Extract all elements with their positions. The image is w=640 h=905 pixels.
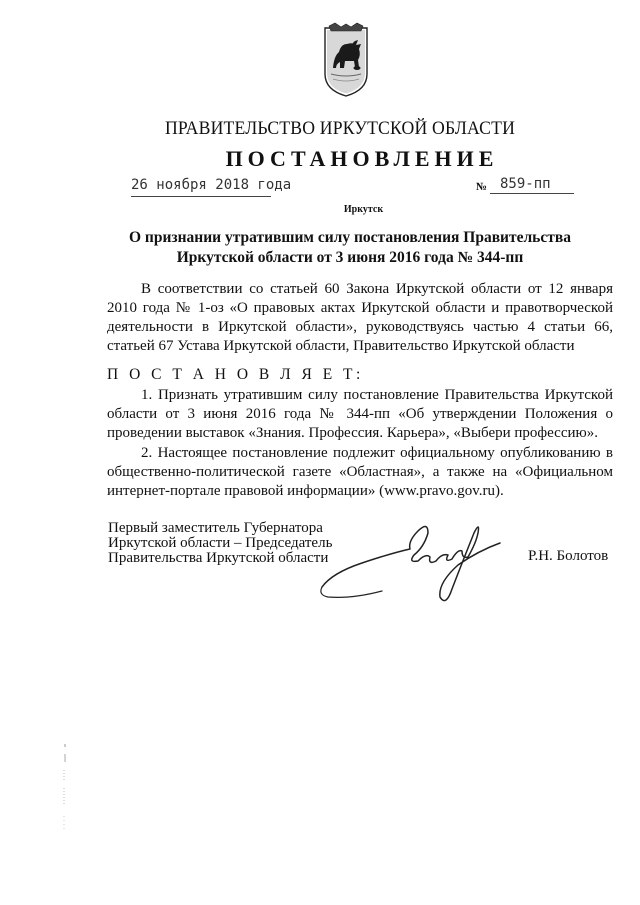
resolves-heading: П О С Т А Н О В Л Я Е Т: [107,366,364,383]
signer-position-line-3: Правительства Иркутской области [108,550,329,566]
resolution-item-2: 2. Настоящее постановление подлежит официальному опубликованию в общественно-политической газете «Областная», а также на «Официальном интернет-портале правовой информации» (www.pravo.gov.ru). [107,445,613,499]
number-underline [490,193,574,194]
signer-name: Р.Н. Болотов [528,548,609,564]
city-name: Иркутск [343,204,384,215]
government-name: ПРАВИТЕЛЬСТВО ИРКУТСКОЙ ОБЛАСТИ [164,118,516,139]
number-sign: № [476,181,488,193]
document-title-line-1: О признании утратившим силу постановления Правительства [128,229,571,246]
document-date: 26 ноября 2018 года [131,177,292,193]
coat-of-arms-icon [321,22,371,98]
handwritten-signature-icon [312,503,512,623]
date-underline [131,196,271,197]
signer-position [108,521,332,566]
document-title [108,228,592,268]
margin-marks [58,742,72,836]
signer-position-line-1: Первый заместитель Губернатора [108,520,323,536]
preamble-paragraph: В соответствии со статьей 60 Закона Иркутской области от 12 января 2010 года № 1-оз «О правовых актах Иркутской области и правотворческой деятельности в Иркутской области», руководствуясь частью 4 статьи 66, статьей 67 Устава Иркутской области, Правительство Иркутской области [107,281,613,354]
document-title-line-2: Иркутской области от 3 июня 2016 года № 344-пп [176,249,524,266]
document-type-heading: ПОСТАНОВЛЕНИЕ [225,146,499,171]
document-number: 859-пп [500,176,551,192]
resolution-item-1: 1. Признать утратившим силу постановление Правительства Иркутской области от 3 июня 2016 года № 344-пп «Об утверждении Положения о проведении выставок «Знания. Профессия. Карьера», «Выбери профессию». [107,387,613,441]
signer-position-line-2: Иркутской области – Председатель [108,535,333,551]
